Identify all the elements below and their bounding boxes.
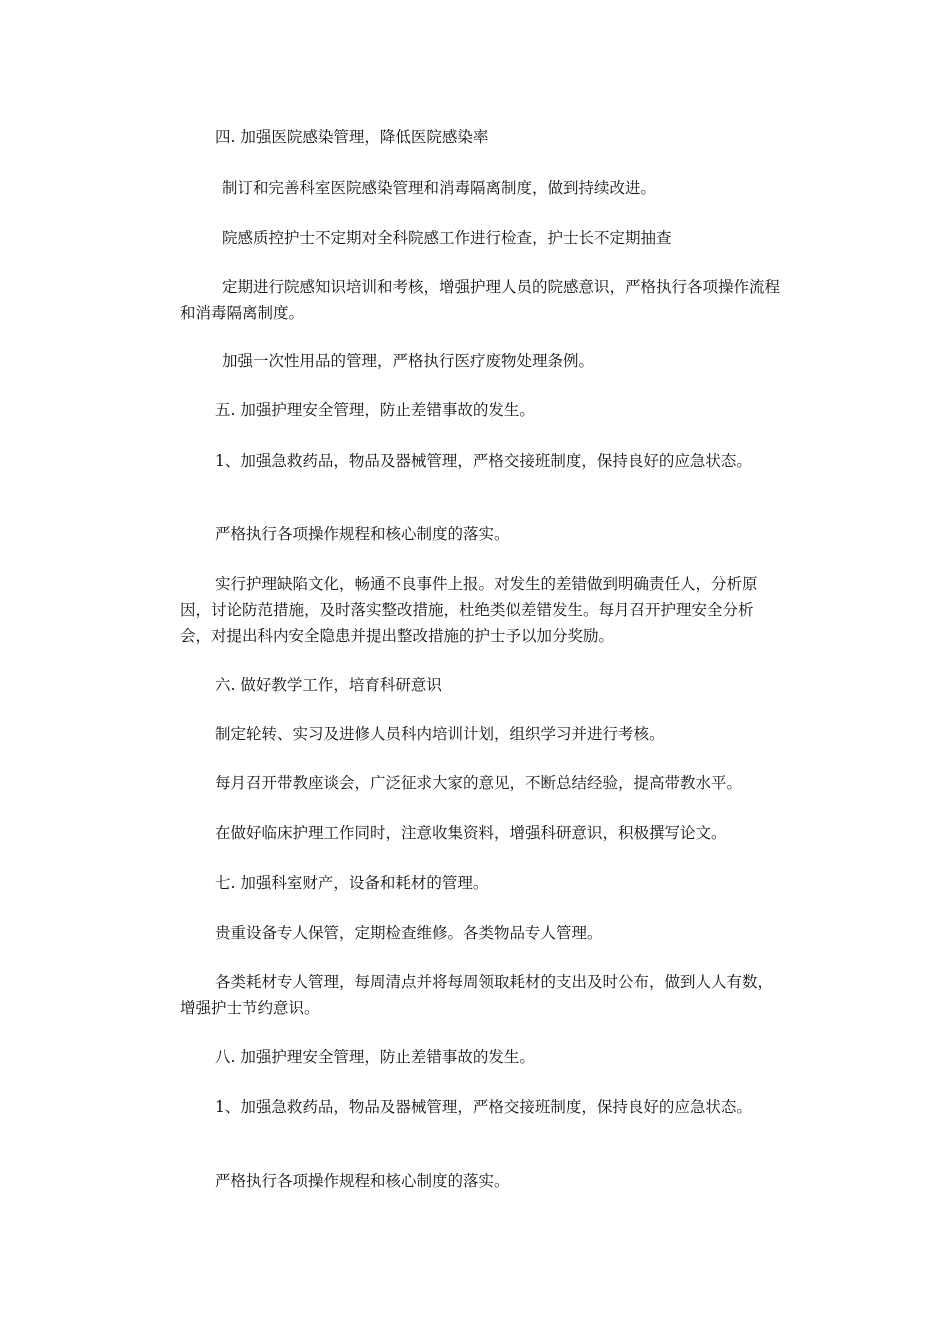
paragraph: 院感质控护士不定期对全科院感工作进行检查，护士长不定期抽查	[222, 229, 672, 247]
paragraph: 贵重设备专人保管，定期检查维修。各类物品专人管理。	[215, 924, 603, 942]
paragraph: 在做好临床护理工作同时，注意收集资料，增强科研意识，积极撰写论文。	[215, 824, 727, 842]
paragraph: 制定轮转、实习及进修人员科内培训计划，组织学习并进行考核。	[215, 725, 665, 743]
section-heading-6: 六. 做好教学工作，培育科研意识	[215, 676, 442, 694]
section-heading-5: 五. 加强护理安全管理，防止差错事故的发生。	[215, 401, 535, 419]
section-heading-7: 七. 加强科室财产，设备和耗材的管理。	[215, 874, 489, 892]
paragraph: 实行护理缺陷文化，畅通不良事件上报。对发生的差错做到明确责任人，分析原因，讨论防范措施，及时落实整改措施，杜绝类似差错发生。每月召开护理安全分析会，对提出科内安全隐患并提出整改措施的护士予以加分奖励。	[180, 575, 758, 645]
paragraph: 定期进行院感知识培训和考核，增强护理人员的院感意识，严格执行各项操作流程和消毒隔离制度。	[180, 278, 781, 322]
paragraph: 严格执行各项操作规程和核心制度的落实。	[215, 1172, 510, 1190]
paragraph: 每月召开带教座谈会，广泛征求大家的意见，不断总结经验，提高带教水平。	[215, 774, 743, 792]
section-heading-4: 四. 加强医院感染管理，降低医院感染率	[215, 128, 489, 146]
paragraph: 严格执行各项操作规程和核心制度的落实。	[215, 525, 510, 543]
paragraph: 加强一次性用品的管理，严格执行医疗废物处理条例。	[222, 352, 595, 370]
paragraph: 各类耗材专人管理，每周清点并将每周领取耗材的支出及时公布，做到人人有数，增强护士节约意识。	[180, 973, 774, 1017]
paragraph: 1、加强急救药品，物品及器械管理，严格交接班制度，保持良好的应急状态。	[215, 452, 752, 470]
section-heading-8: 八. 加强护理安全管理，防止差错事故的发生。	[215, 1048, 535, 1066]
paragraph: 1、加强急救药品，物品及器械管理，严格交接班制度，保持良好的应急状态。	[215, 1098, 752, 1116]
paragraph: 制订和完善科室医院感染管理和消毒隔离制度，做到持续改进。	[222, 179, 657, 197]
